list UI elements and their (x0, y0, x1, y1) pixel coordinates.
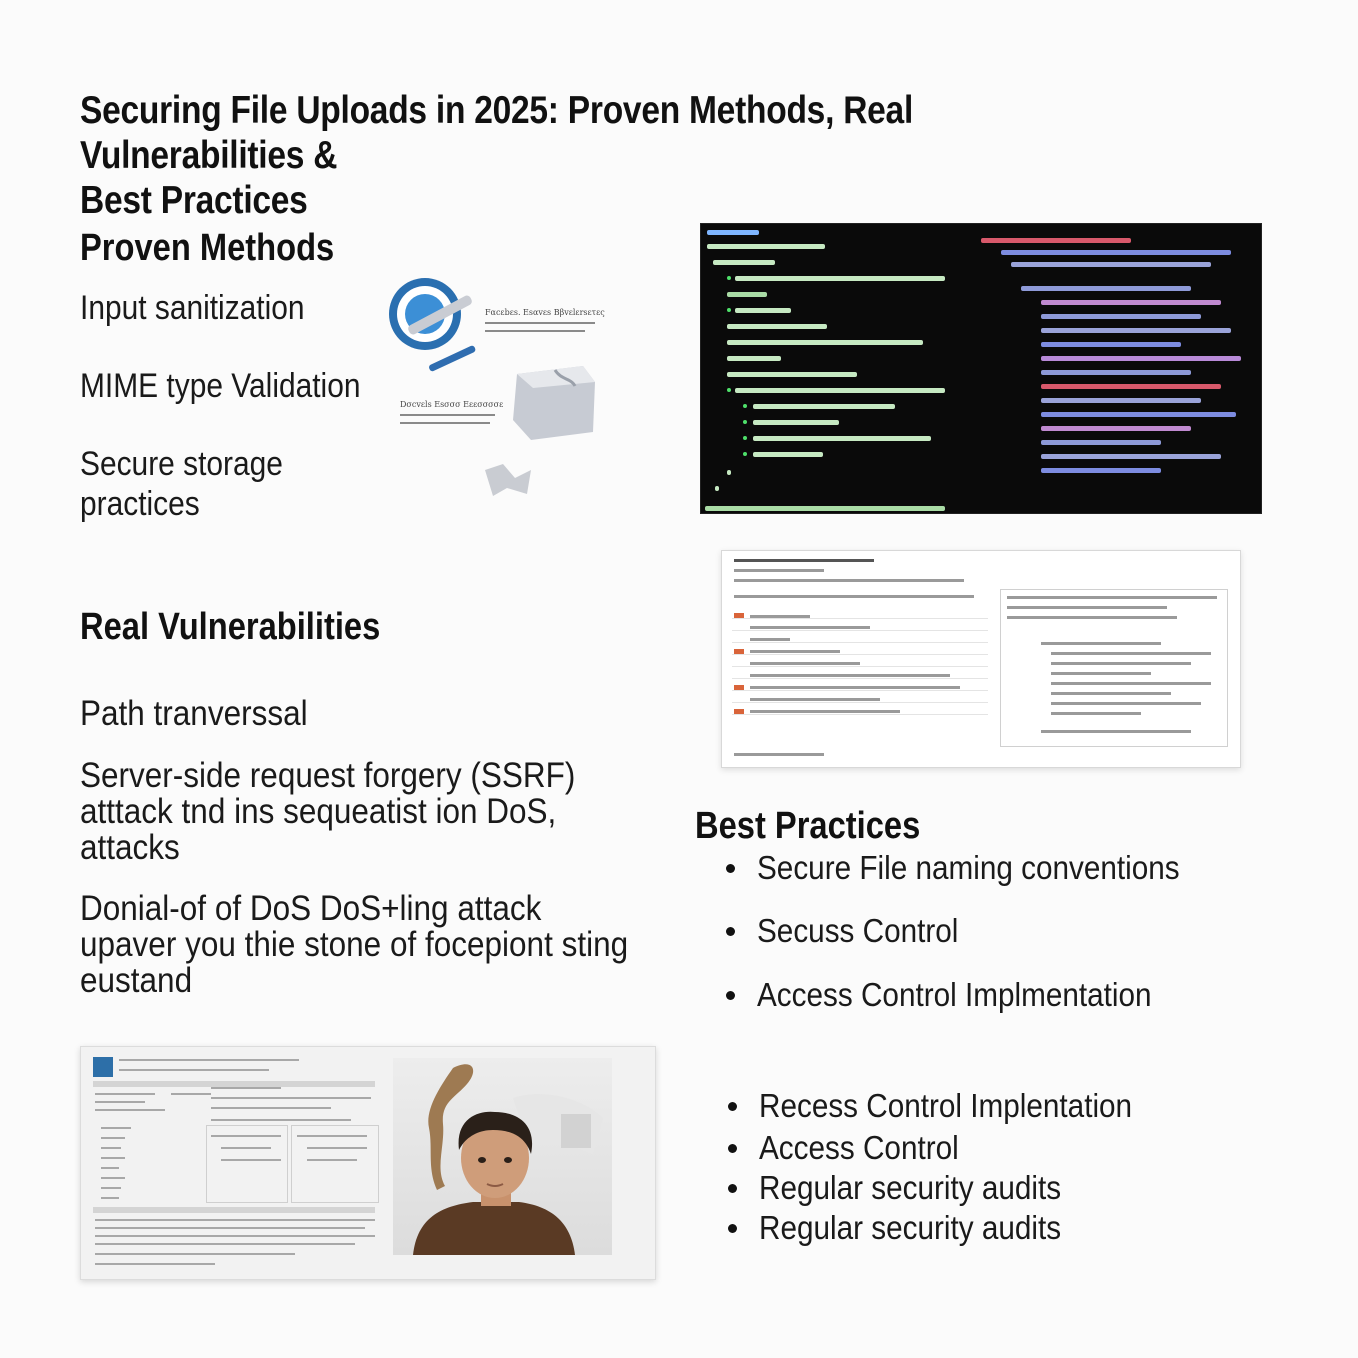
real-vulnerabilities-heading: Real Vulnerabilities (80, 606, 381, 648)
best-practice-item: Secure File naming conventions (726, 848, 1227, 888)
proven-method-item: MIME type Validation (80, 367, 361, 405)
app-logo-icon (93, 1057, 113, 1077)
app-screenshot (721, 550, 1241, 768)
proven-methods-heading: Proven Methods (80, 227, 335, 269)
page-title: Securing File Uploads in 2025: Proven Methods, Real Vulnerabilities & Best Practices (80, 89, 914, 222)
upload-illustration (385, 270, 605, 520)
best-practice-item: Regular security audits (728, 1208, 1095, 1248)
best-practice-item: Regular security audits (728, 1168, 1095, 1208)
best-practice-item: Secuss Control (726, 911, 981, 951)
vulnerability-item: Server-side request forgery (SSRF) atttack tnd ins sequeatist ion DoS, attacks (80, 756, 576, 867)
best-practice-item: Recess Control Implentation (728, 1086, 1174, 1126)
proven-method-item: Secure storage practices (80, 445, 283, 523)
best-practice-item: Access Control (728, 1128, 981, 1168)
proven-method-item: Input sanitization (80, 289, 305, 327)
portrait-photo (393, 1058, 612, 1255)
best-practices-heading: Best Practices (695, 805, 921, 847)
vulnerability-item: Path tranverssal (80, 694, 308, 733)
person-with-sculpture-image (393, 1058, 612, 1255)
vulnerability-item: Donial-of of DoS DoS+ling attack upaver you thie stone of focepiont sting eustand (80, 889, 629, 1000)
illustration-caption: Dσcvεls Εsσσσ Εεεσσσσε (400, 400, 504, 409)
code-screenshot (700, 223, 1262, 514)
illustration-caption: Fαcεbεs. Εsαvεs Ββvεlεrsετες (485, 308, 605, 317)
best-practice-item: Access Control Implmentation (726, 975, 1195, 1015)
